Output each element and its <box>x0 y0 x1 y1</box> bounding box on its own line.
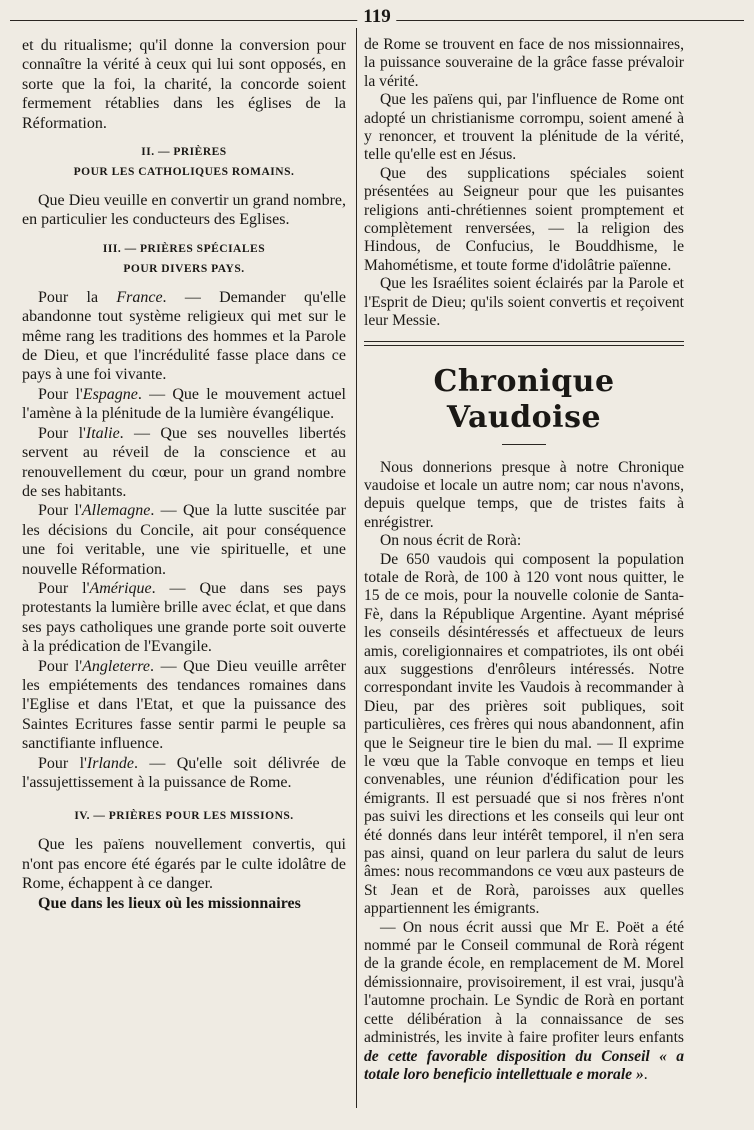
paragraph-amerique: Pour l'Amérique. — Que dans ses pays protestants la lumière brille avec éclat, et que dans ses pays catholiques une grande porte soit ouverte à la prédication de l'Evangile. <box>22 579 346 656</box>
section-heading-3: III. — PRIÈRES SPÉCIALES <box>102 242 266 255</box>
paragraph-israelites: Que les Israélites soient éclairés par la Parole et l'Esprit de Dieu; qu'ils soient convertis et reçoivent leur Messie. <box>364 275 684 330</box>
section-heading-2: II. — PRIÈRES <box>141 146 227 159</box>
section-double-rule <box>364 341 684 346</box>
left-column <box>22 36 346 913</box>
country-italie: Italie <box>85 424 120 442</box>
paragraph-missionnaires-start: Que dans les lieux où les missionnaires <box>38 894 301 912</box>
paragraph-paiens: Que les païens qui, par l'influence de Rome ont adopté un christianisme corrompu, soient amené à y renoncer, et trouvent la plénitude de la vérité, telle qu'elle est en Jésus. <box>364 91 684 164</box>
country-angleterre: Angleterre <box>82 657 150 675</box>
page-header <box>10 6 744 28</box>
country-france: France <box>116 288 163 306</box>
paragraph-allemagne: Pour l'Allemagne. — Que la lutte suscitée par les décisions du Concile, ait pour conséquence une foi veritable, une vie spirituelle, et une nouvelle Réformation. <box>22 502 346 578</box>
page-number: 119 <box>357 6 396 28</box>
paragraph-espagne: Pour l'Espagne. — Que le mouvement actuel l'amène à la plénitude de la lumière évangélique. <box>22 385 347 423</box>
right-column <box>364 36 684 1084</box>
italic-quote: de cette favorable disposition du Conseil « a totale loro beneficio intellettuale e morale » <box>364 1047 684 1083</box>
column-divider <box>356 28 357 1108</box>
paragraph-ritualisme: et du ritualisme; qu'il donne la conversion pour connaître la vérité à ceux qui lui sont opposés, en sorte que la foi, la charité, la concorde soient fermement rétablies dans les églises de la Réformation. <box>22 37 346 132</box>
country-allemagne: Allemagne <box>81 502 151 520</box>
country-espagne: Espagne <box>82 385 138 403</box>
paragraph-catholiques: Que Dieu veuille en convertir un grand nombre, en particulier les conducteurs des Eglises. <box>22 192 346 229</box>
title-rule <box>502 444 546 445</box>
paragraph-supplications: Que des supplications spéciales soient présentées au Seigneur pour que les puisantes religions anti-chrétiennes soient promptement et complètement renversées, — la religion des Hindous, de Confucius, le Bouddhisme, le Mahométisme, et toute forme d'idolâtrie païenne. <box>364 164 684 274</box>
paragraph-poet: — On nous écrit aussi que Mr E. Poët a été nommé par le Conseil communal de Rorà régent de la grande école, en remplacement de M. Morel démissionnaire, provisoirement, il est vrai, jusqu'à l'automne prochain. Le Syndic de Rorà en portant cette délibération à la connaissance de ses administrés, les invite à faire profiter leurs enfants de cette favorable disposition du Conseil « a totale loro beneficio intellettuale e morale ». <box>364 918 684 1083</box>
section-subheading-3: POUR DIVERS PAYS. <box>123 262 245 275</box>
paragraph-irlande: Pour l'Irlande. — Qu'elle soit délivrée de l'assujettissement à la puissance de Rome. <box>22 754 346 791</box>
paragraph-rome-continued: de Rome se trouvent en face de nos missionnaires, la puissance souveraine de la grâce fasse prévaloir la vérité. <box>364 36 684 90</box>
country-amerique: Amérique <box>89 579 152 597</box>
paragraph-rora-emigration: De 650 vaudois qui composent la population totale de Rorà, de 100 à 120 vont nous quitter, le 15 de ce mois, pour la nouvelle colonie de Santa-Fè, dans la République Argentine. Ayant méprisé les conseils désintéressés et affectueux de leurs amis, coreligionnaires et compatriotes, ils ont obéi aux suggestions d'enrôleurs intéressés. Notre correspondant invite les Vaudois à recommander à Dieu, par des prières soit publiques, soit particulières, ces frères qui nous abandonnent, afin que le Seigneur tire le bien du mal. — Il exprime le vœu que la Table convoque en temps et lieu convenables, une réunion d'édification pour les émigrants. Il est persuadé que si nos frères n'ont pas suivi les directions et les conseils qui leur ont été donnés dans leur intérêt temporel, il n'en sera pas ainsi, quand on leur parlera du salut de leurs âmes: nous recommandons ce vœu aux pasteurs de St Jean et de Rorà, paroisses aux quelles appartiennent les émigrants. <box>364 550 684 918</box>
paragraph-rora-intro: On nous écrit de Rorà: <box>380 532 522 550</box>
chronique-title: Chronique Vaudoise <box>433 363 615 435</box>
section-subheading-2: POUR LES CATHOLIQUES ROMAINS. <box>73 166 295 179</box>
paragraph-chronique-intro: Nous donnerions presque à notre Chronique vaudoise et locale un autre nom; car nous n'avons, depuis quelque temps, que de tristes faits à enrégistrer. <box>364 458 684 531</box>
paragraph-missions: Que les païens nouvellement convertis, qui n'ont pas encore été égarés par le culte idolâtre de Rome, échappent à ce danger. <box>22 836 346 893</box>
paragraph-france: Pour la France. — Demander qu'elle abandonne tout système religieux qui met sur le même rang les traditions des hommes et la Parole de Dieu, et que l'incrédulité fasse place dans ce pays à une foi vivante. <box>22 288 346 384</box>
paragraph-italie: Pour l'Italie. — Que ses nouvelles libertés servent au réveil de la conscience et au renouvellement du cœur, pour un grand nombre de ses habitants. <box>22 424 347 500</box>
paragraph-angleterre: Pour l'Angleterre. — Que Dieu veuille arrêter les empiétements des tendances romaines dans l'Eglise et dans l'Etat, et que la puissance des Saintes Ecritures fasse sentir parmi le peuple sa sanctifiante influence. <box>22 657 346 753</box>
country-irlande: Irlande <box>86 754 135 772</box>
section-heading-4: IV. — PRIÈRES POUR LES MISSIONS. <box>74 810 294 823</box>
